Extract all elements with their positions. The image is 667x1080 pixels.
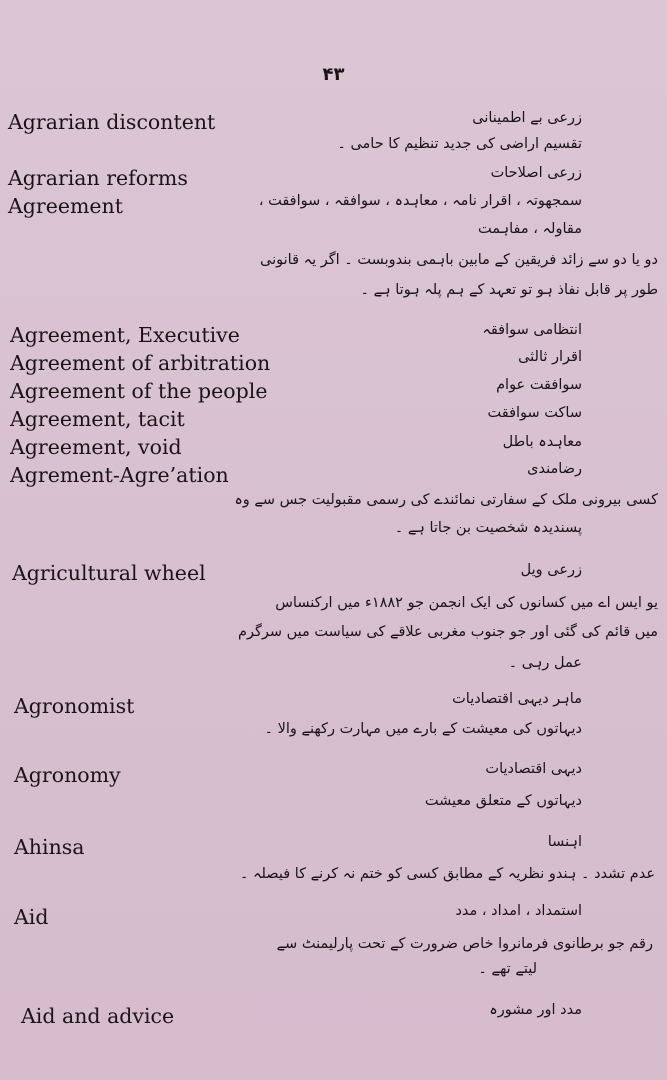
entry-translation: زرعی ویل	[520, 562, 582, 578]
entry-definition: تقسیم اراضی کی جدید تنظیم کا حامی ۔	[337, 136, 582, 152]
entry-definition: پسندیدہ شخصیت بن جاتا ہے ۔	[394, 520, 582, 536]
entry-definition: عدم تشدد ۔ ہندو نظریہ کے مطابق کسی کو ختم نہ کرنے کا فیصلہ ۔	[239, 866, 655, 882]
entry-definition: عمل رہی ۔	[508, 655, 582, 671]
entry-definition: دیہاتوں کی معیشت کے بارے میں مہارت رکھنے والا ۔	[264, 721, 582, 737]
entry-translation: ساکت سوافقت	[487, 405, 582, 421]
page-number: ۴۳	[322, 64, 345, 85]
entry-term: Agronomist	[14, 694, 135, 718]
entry-term: Agreement, void	[10, 435, 182, 459]
entry-translation: سوافقت عوام	[496, 377, 582, 393]
entry-definition: طور پر قابل نفاذ ہو تو تعہد کے ہم پلہ ہوتا ہے ۔	[360, 282, 658, 298]
entry-definition: دیہاتوں کے متعلق معیشت	[424, 793, 582, 809]
entry-translation: زرعی بے اطمینانی	[472, 110, 582, 126]
entry-term: Agrement-Agre’ation	[10, 463, 229, 487]
entry-translation: معاہدہ باطل	[502, 434, 582, 450]
entry-translation: سمجھوتہ ، اقرار نامہ ، معاہدہ ، سوافقہ ، سوافقت ،	[258, 193, 582, 209]
entry-definition: میں قائم کی گئی اور جو جنوب مغربی علاقے کی سیاست میں سرگرم	[238, 624, 658, 640]
entry-term: Agrarian reforms	[8, 166, 188, 190]
entry-term: Agrarian discontent	[8, 110, 216, 134]
entry-term: Aid	[14, 905, 49, 929]
entry-term: Agronomy	[14, 763, 121, 787]
entry-translation: استمداد ، امداد ، مدد	[455, 903, 582, 919]
entry-definition: رقم جو برطانوی فرمانروا خاص ضرورت کے تحت پارلیمنٹ سے	[276, 936, 653, 952]
entry-translation: رضامندی	[527, 461, 582, 477]
entry-definition: دو یا دو سے زائد فریقین کے مابین باہمی بندوبست ۔ اگر یہ قانونی	[260, 252, 658, 268]
entry-translation: مدد اور مشورہ	[489, 1002, 582, 1018]
entry-term: Agricultural wheel	[12, 561, 206, 585]
entry-translation: دیہی اقتصادیات	[485, 761, 582, 777]
entry-translation: زرعی اصلاحات	[490, 165, 582, 181]
entry-term: Agreement, tacit	[10, 407, 185, 431]
entry-term: Agreement, Executive	[10, 323, 240, 347]
entry-term: Agreement of arbitration	[10, 351, 271, 375]
entry-definition: لیتے تھے ۔	[478, 961, 537, 977]
entry-term: Agreement of the people	[10, 379, 268, 403]
entry-term: Agreement	[8, 194, 124, 218]
entry-definition: یو ایس اے میں کسانوں کی ایک انجمن جو ۱۸۸۲ء میں ارکنساس	[275, 595, 658, 611]
entry-term: Aid and advice	[21, 1004, 175, 1028]
entry-translation: انتظامی سوافقہ	[482, 322, 582, 338]
entry-translation: اقرار ثالثی	[518, 349, 582, 365]
entry-translation: مقاولہ ، مفاہمت	[478, 221, 582, 237]
entry-definition: کسی بیرونی ملک کے سفارتی نمائندے کی رسمی مقبولیت جس سے وہ	[234, 492, 658, 508]
entry-term: Ahinsa	[14, 835, 85, 859]
entry-translation: اہنسا	[547, 834, 582, 850]
entry-translation: ماہر دیہی اقتصادیات	[452, 691, 582, 707]
